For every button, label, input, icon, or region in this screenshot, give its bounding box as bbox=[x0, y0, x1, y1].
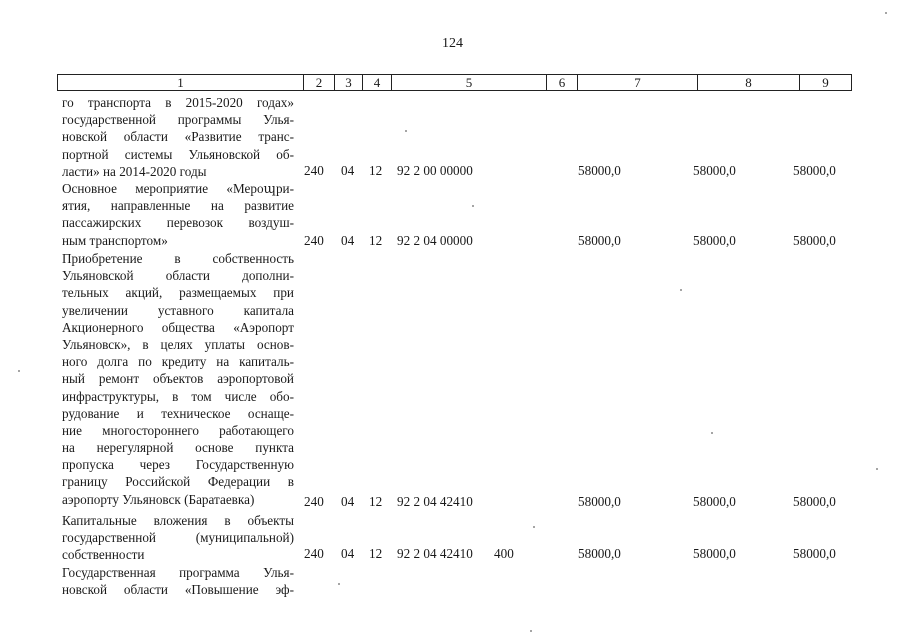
description-line: на нерегулярной основе пункта bbox=[62, 440, 294, 456]
cell-col9: 58000,0 bbox=[793, 233, 836, 248]
cell-col8: 58000,0 bbox=[693, 494, 736, 509]
table-row-description bbox=[62, 94, 294, 180]
cell-col4: 12 bbox=[369, 494, 383, 509]
description-line: новской области «Повышение эф- bbox=[62, 582, 294, 598]
scan-speck bbox=[533, 526, 535, 528]
description-line: границу Российской Федерации в bbox=[62, 474, 294, 490]
scan-speck bbox=[885, 12, 887, 14]
cell-col3: 04 bbox=[341, 163, 355, 178]
cell-col2: 240 bbox=[304, 163, 324, 178]
cell-col5: 92 2 04 42410 bbox=[397, 546, 473, 561]
description-line: Основное мероприятие «Мероպри- bbox=[62, 181, 294, 196]
column-header-9: 9 bbox=[799, 74, 852, 91]
cell-col8: 58000,0 bbox=[693, 546, 736, 561]
table-row-description bbox=[62, 180, 294, 249]
column-header-2: 2 bbox=[303, 74, 334, 91]
cell-col5: 92 2 00 00000 bbox=[397, 163, 473, 178]
cell-col2: 240 bbox=[304, 233, 324, 248]
cell-col2: 240 bbox=[304, 494, 324, 509]
cell-col5: 92 2 04 42410 bbox=[397, 494, 473, 509]
column-header-1: 1 bbox=[57, 74, 303, 91]
scan-speck bbox=[405, 130, 407, 132]
cell-col7: 58000,0 bbox=[578, 546, 621, 561]
cell-col5: 92 2 04 00000 bbox=[397, 233, 473, 248]
description-line: ятия, направленные на развитие bbox=[62, 198, 294, 214]
description-line: го транспорта в 2015-2020 годах» bbox=[62, 95, 294, 110]
cell-col7: 58000,0 bbox=[578, 233, 621, 248]
description-line: собственности bbox=[62, 547, 145, 563]
description-line: Ульяновск», в целях уплаты основ- bbox=[62, 336, 294, 352]
column-header-5: 5 bbox=[391, 74, 546, 91]
column-header-4: 4 bbox=[362, 74, 391, 91]
description-line: тельных акций, размещаемых при bbox=[62, 285, 294, 301]
description-line: Капитальные вложения в объекты bbox=[62, 513, 294, 528]
description-line: ный ремонт объектов аэропортовой bbox=[62, 371, 294, 387]
cell-col4: 12 bbox=[369, 546, 383, 561]
scan-speck bbox=[876, 468, 878, 470]
description-line: Акционерного общества «Аэропорт bbox=[62, 319, 294, 335]
description-line: ным транспортом» bbox=[62, 232, 168, 248]
scan-speck bbox=[680, 289, 682, 291]
description-line: пропуска через Государственную bbox=[62, 457, 294, 473]
description-line: инфраструктуры, в том числе обо- bbox=[62, 388, 294, 404]
description-line: государственной программы Улья- bbox=[62, 112, 294, 128]
cell-col6: 400 bbox=[494, 546, 514, 561]
column-header-3: 3 bbox=[334, 74, 362, 91]
description-line: новской области «Развитие транс- bbox=[62, 129, 294, 145]
description-line: ние многостороннего работающего bbox=[62, 422, 294, 438]
cell-col4: 12 bbox=[369, 163, 383, 178]
description-line: ласти» на 2014-2020 годы bbox=[62, 163, 207, 179]
description-line: увеличении уставного капитала bbox=[62, 302, 294, 318]
table-row-description bbox=[62, 564, 294, 598]
cell-col9: 58000,0 bbox=[793, 494, 836, 509]
description-line: Государственная программа Улья- bbox=[62, 565, 294, 580]
description-line: аэропорту Ульяновск (Баратаевка) bbox=[62, 491, 255, 507]
cell-col8: 58000,0 bbox=[693, 233, 736, 248]
cell-col4: 12 bbox=[369, 233, 383, 248]
scan-speck bbox=[711, 432, 713, 434]
column-header-row bbox=[57, 74, 852, 91]
cell-col3: 04 bbox=[341, 233, 355, 248]
description-line: Приобретение в собственность bbox=[62, 251, 294, 266]
cell-col9: 58000,0 bbox=[793, 163, 836, 178]
cell-col9: 58000,0 bbox=[793, 546, 836, 561]
description-line: государственной (муниципальной) bbox=[62, 530, 294, 546]
scan-speck bbox=[18, 370, 20, 372]
column-header-8: 8 bbox=[697, 74, 799, 91]
description-line: Ульяновской области дополни- bbox=[62, 268, 294, 284]
cell-col3: 04 bbox=[341, 546, 355, 561]
cell-col7: 58000,0 bbox=[578, 494, 621, 509]
scan-speck bbox=[338, 583, 340, 585]
table-row-description bbox=[62, 250, 294, 508]
scan-speck bbox=[472, 205, 474, 207]
description-line: портной системы Ульяновской об- bbox=[62, 146, 294, 162]
cell-col7: 58000,0 bbox=[578, 163, 621, 178]
scan-speck bbox=[530, 630, 532, 632]
page-number: 124 bbox=[442, 36, 463, 51]
cell-col8: 58000,0 bbox=[693, 163, 736, 178]
column-header-6: 6 bbox=[546, 74, 577, 91]
cell-col2: 240 bbox=[304, 546, 324, 561]
column-header-7: 7 bbox=[577, 74, 697, 91]
description-line: пассажирских перевозок воздуш- bbox=[62, 215, 294, 231]
description-line: рудование и техническое оснаще- bbox=[62, 405, 294, 421]
table-row-description bbox=[62, 512, 294, 564]
description-line: ного долга по кредиту на капиталь- bbox=[62, 354, 294, 370]
cell-col3: 04 bbox=[341, 494, 355, 509]
